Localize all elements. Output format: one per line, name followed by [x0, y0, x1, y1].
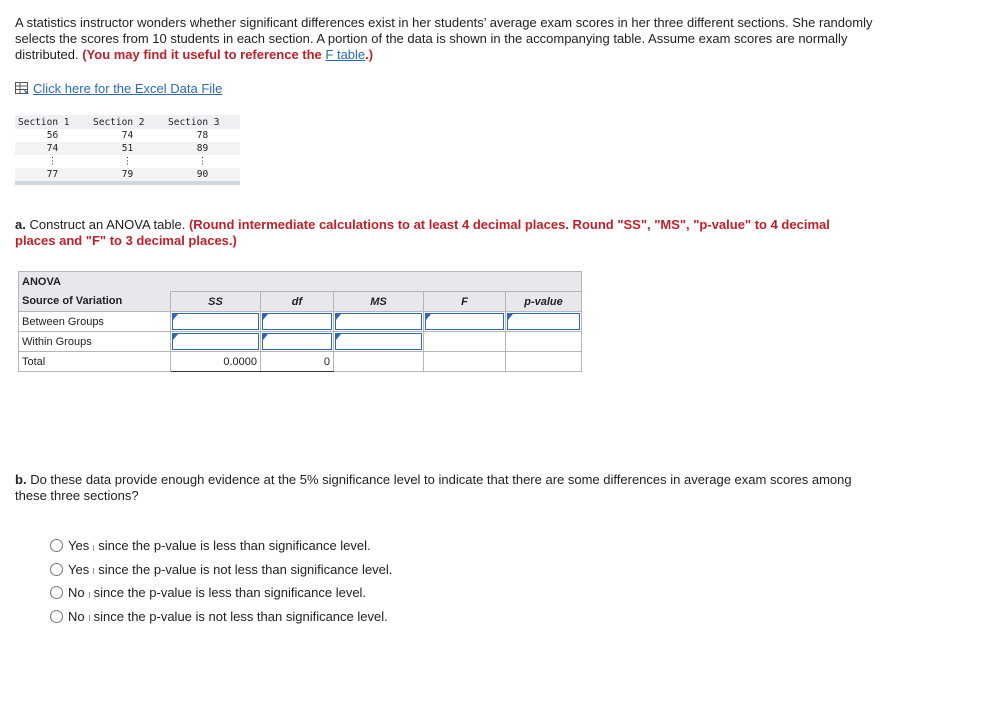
ss-within-input[interactable]	[172, 333, 259, 350]
table-row	[19, 352, 582, 372]
hint-text: (You may find it useful to reference the F table.)	[82, 47, 374, 62]
data-cell: 56	[46, 130, 59, 141]
radio-button[interactable]	[50, 610, 63, 623]
data-cell: 77	[15, 168, 90, 183]
data-cell: 79	[90, 168, 165, 183]
row-label-total: Total	[19, 352, 171, 372]
table-row	[15, 129, 240, 142]
table-row	[19, 332, 582, 352]
option-yes-less[interactable]	[50, 534, 392, 558]
empty-cell	[424, 352, 506, 372]
empty-cell	[506, 332, 582, 352]
empty-cell	[424, 332, 506, 352]
spreadsheet-icon	[15, 82, 30, 95]
part-a-text: Construct an ANOVA table.	[29, 217, 186, 232]
option-answer: No	[68, 585, 85, 601]
ms-between-input[interactable]	[335, 313, 422, 330]
separator	[89, 592, 90, 598]
df-total-value: 0	[261, 352, 334, 372]
part-a-question	[15, 217, 855, 249]
option-reason: since the p-value is not less than significance level.	[98, 561, 393, 577]
radio-button[interactable]	[50, 563, 63, 576]
data-cell: 78	[196, 130, 209, 141]
excel-file-link[interactable]	[15, 81, 222, 96]
option-reason: since the p-value is less than significance level.	[93, 585, 367, 601]
table-row	[19, 312, 582, 332]
p-value-input[interactable]	[507, 313, 580, 330]
data-cell: ⋮	[197, 156, 208, 167]
option-no-less[interactable]	[50, 581, 392, 605]
option-answer: Yes	[68, 561, 90, 577]
part-b-question	[15, 472, 855, 504]
row-label-within: Within Groups	[19, 332, 171, 352]
empty-cell	[506, 352, 582, 372]
problem-statement	[15, 15, 875, 63]
row-label-between: Between Groups	[19, 312, 171, 332]
excel-link-text[interactable]: Click here for the Excel Data File	[33, 81, 223, 96]
table-row	[15, 168, 240, 183]
answer-options	[50, 534, 392, 628]
empty-cell	[334, 352, 424, 372]
col-header-section-3: Section 3	[165, 115, 240, 129]
separator	[89, 615, 90, 621]
option-yes-not-less[interactable]	[50, 558, 392, 582]
df-between-input[interactable]	[262, 313, 332, 330]
option-reason: since the p-value is not less than significance level.	[93, 608, 388, 624]
option-no-not-less[interactable]	[50, 605, 392, 629]
data-cell: 74	[15, 142, 90, 155]
problem-text: A statistics instructor wonders whether significant differences exist in her students’ average exam scores in her three different sections. She randomly selects the scores from 10 students in each section. A portion of the data is shown in the accompanying table. Assume exam scores are normally distributed.	[15, 15, 873, 62]
f-table-link[interactable]: F table	[325, 47, 366, 62]
radio-button[interactable]	[50, 586, 63, 599]
separator	[93, 568, 94, 574]
ss-total-value: 0.0000	[171, 352, 261, 372]
f-header: F	[424, 292, 506, 312]
df-header: df	[261, 292, 334, 312]
part-b-text: Do these data provide enough evidence at the 5% significance level to indicate that there are some differences in average exam scores among these three sections?	[15, 472, 852, 503]
ms-header: MS	[334, 292, 424, 312]
ss-between-input[interactable]	[172, 313, 259, 330]
ms-within-input[interactable]	[335, 333, 422, 350]
data-cell: 74	[121, 130, 134, 141]
col-header-section-1: Section 1	[15, 115, 90, 129]
df-within-input[interactable]	[262, 333, 332, 350]
p-value-header: p-value	[506, 292, 582, 312]
f-input[interactable]	[425, 313, 504, 330]
ss-header: SS	[171, 292, 261, 312]
part-b-label: b.	[15, 472, 27, 487]
table-row	[15, 155, 240, 168]
radio-button[interactable]	[50, 539, 63, 552]
option-answer: Yes	[68, 538, 90, 554]
anova-table	[18, 271, 582, 372]
data-cell: ⋮	[122, 156, 133, 167]
part-a-instruction: (Round intermediate calculations to at least 4 decimal places. Round "SS", "MS", "p-value" to 4 decimal places and "F" to 3 decimal places.)	[15, 217, 830, 248]
source-header: Source of Variation	[19, 292, 171, 312]
sample-data-table	[15, 115, 240, 185]
table-row	[15, 142, 240, 155]
col-header-section-2: Section 2	[90, 115, 165, 129]
data-cell: ⋮	[47, 156, 58, 167]
data-cell: 90	[165, 168, 240, 183]
data-cell: 89	[165, 142, 240, 155]
option-answer: No	[68, 608, 85, 624]
part-a-label: a.	[15, 217, 26, 232]
option-reason: since the p-value is less than significance level.	[98, 538, 371, 554]
data-cell: 51	[90, 142, 165, 155]
separator	[93, 545, 94, 551]
anova-title: ANOVA	[19, 272, 582, 292]
